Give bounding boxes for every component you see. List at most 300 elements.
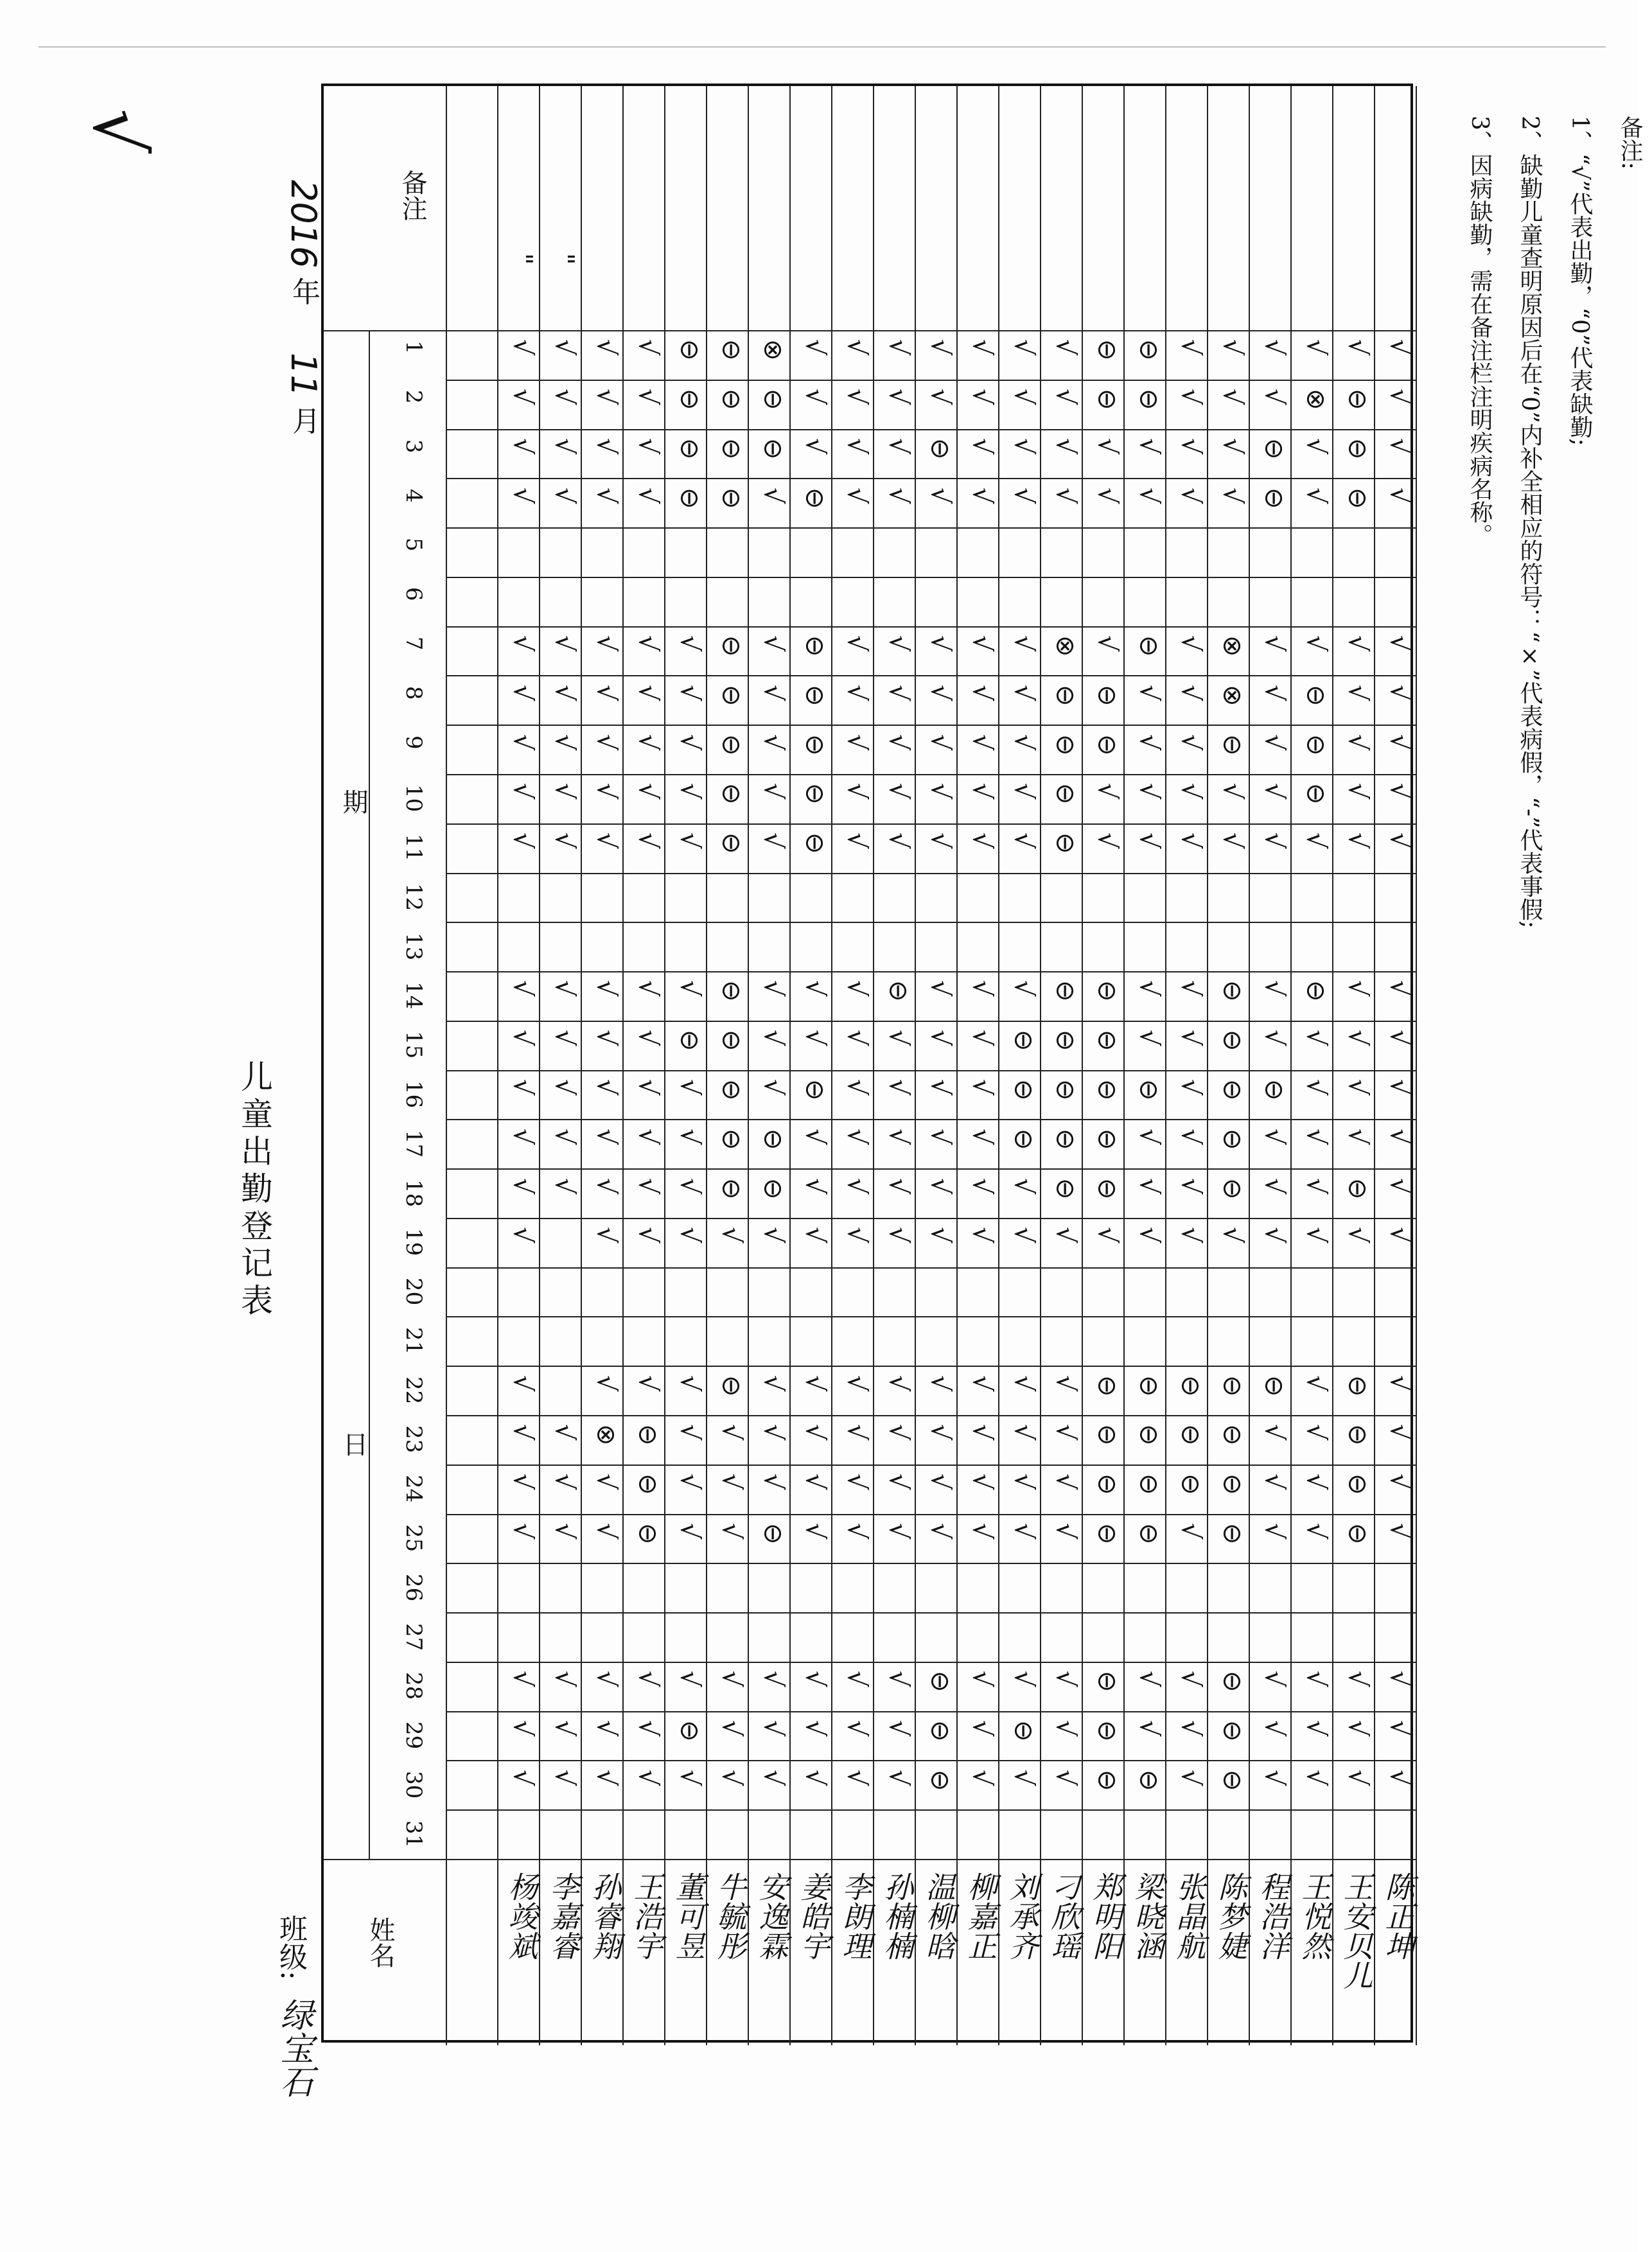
attendance-mark: √ [800, 1720, 830, 1737]
attendance-mark: √ [591, 980, 621, 997]
attendance-mark: √ [674, 1473, 705, 1490]
attendance-mark: ⊖ [1175, 1424, 1206, 1446]
attendance-mark: √ [633, 783, 663, 800]
attendance-mark: ⊖ [1342, 487, 1373, 509]
attendance-mark: √ [967, 1375, 997, 1392]
attendance-mark: ⊖ [1050, 1177, 1080, 1200]
attendance-mark: √ [925, 1227, 955, 1244]
attendance-mark: √ [1384, 1079, 1414, 1096]
day-number: 1 [401, 340, 426, 355]
attendance-mark: ⊖ [1092, 684, 1122, 707]
attendance-mark: √ [674, 783, 705, 800]
attendance-mark: √ [1175, 339, 1206, 356]
attendance-mark: ⊖ [1301, 980, 1331, 1002]
student-name: 李嘉睿 [545, 1872, 581, 1960]
attendance-mark: √ [1342, 1671, 1373, 1687]
attendance-mark: ⊖ [1342, 389, 1373, 410]
attendance-mark: ⊗ [1301, 389, 1331, 410]
attendance-mark: √ [591, 389, 621, 405]
attendance-mark: √ [841, 339, 872, 356]
attendance-mark: ⊖ [1092, 1079, 1122, 1101]
attendance-mark: √ [1008, 1375, 1039, 1392]
row-divider [446, 1218, 1416, 1219]
attendance-mark: √ [1384, 487, 1414, 504]
attendance-mark: √ [800, 1227, 830, 1244]
attendance-mark: √ [967, 1473, 997, 1490]
student-name: 孙睿翔 [587, 1872, 622, 1960]
attendance-mark: √ [591, 1079, 621, 1096]
attendance-mark: ⊖ [1175, 1473, 1206, 1495]
attendance-mark: √ [1134, 1177, 1164, 1195]
attendance-mark: √ [674, 684, 705, 701]
attendance-mark: √ [1384, 1030, 1414, 1046]
attendance-mark: √ [1342, 783, 1373, 800]
attendance-mark: √ [1092, 487, 1122, 504]
attendance-mark: √ [925, 980, 955, 997]
attendance-mark: √ [1384, 783, 1414, 800]
attendance-mark: √ [1050, 1227, 1080, 1244]
attendance-mark: √ [507, 684, 538, 701]
attendance-mark: √ [967, 1030, 997, 1046]
attendance-mark: √ [883, 1769, 913, 1786]
attendance-mark: √ [507, 1720, 538, 1737]
row-divider [446, 774, 1416, 775]
day-number: 10 [401, 784, 426, 813]
student-name: 杨竣斌 [504, 1872, 539, 1960]
student-name: 陈梦婕 [1213, 1872, 1249, 1960]
attendance-mark: √ [591, 783, 621, 800]
attendance-mark: √ [507, 1769, 538, 1786]
attendance-mark: √ [633, 339, 663, 356]
attendance-mark: √ [925, 1128, 955, 1145]
row-divider [446, 675, 1416, 676]
attendance-mark: √ [800, 1177, 830, 1195]
attendance-mark: ⊖ [1134, 1375, 1164, 1397]
attendance-mark: √ [800, 389, 830, 405]
student-name: 董可昱 [671, 1872, 706, 1960]
attendance-mark: √ [1384, 1227, 1414, 1244]
attendance-mark: ⊗ [1217, 684, 1247, 707]
attendance-mark: ⊖ [1092, 1128, 1122, 1150]
attendance-mark: √ [841, 1375, 872, 1392]
attendance-mark: √ [633, 1177, 663, 1195]
attendance-mark: √ [758, 1227, 788, 1244]
attendance-mark: √ [758, 1375, 788, 1392]
attendance-mark: ⊖ [1217, 980, 1247, 1002]
attendance-mark: √ [800, 1671, 830, 1687]
notes-heading: 备注: [1617, 116, 1643, 170]
attendance-mark: √ [1217, 832, 1247, 849]
attendance-mark: √ [507, 1177, 538, 1195]
row-divider [446, 1809, 1416, 1811]
attendance-mark: ⊖ [800, 734, 830, 756]
attendance-mark: ⊖ [1050, 980, 1080, 1002]
class-value: 绿宝石 [274, 1998, 313, 2098]
attendance-mark: ⊖ [1134, 635, 1164, 657]
attendance-mark: ⊖ [800, 684, 830, 707]
attendance-mark: ⊖ [1092, 1671, 1122, 1693]
attendance-mark: √ [1259, 1128, 1289, 1145]
row-divider [446, 1563, 1416, 1564]
attendance-mark: √ [1342, 684, 1373, 701]
attendance-mark: √ [883, 437, 913, 455]
attendance-mark: √ [800, 1522, 830, 1540]
attendance-mark: ⊗ [1050, 635, 1080, 657]
attendance-mark: √ [800, 1424, 830, 1441]
attendance-mark: ⊖ [1134, 1522, 1164, 1545]
attendance-mark: √ [1259, 1227, 1289, 1244]
attendance-mark: √ [591, 339, 621, 356]
attendance-mark: ⊖ [1092, 1720, 1122, 1742]
row-divider [446, 380, 1416, 381]
attendance-mark: √ [1050, 1375, 1080, 1392]
attendance-mark: √ [591, 1227, 621, 1244]
attendance-mark: √ [1301, 1128, 1331, 1145]
attendance-mark: ⊖ [1301, 783, 1331, 805]
student-name: 牛毓彤 [712, 1872, 748, 1960]
attendance-mark: √ [549, 1769, 579, 1786]
attendance-mark: √ [883, 1177, 913, 1195]
attendance-mark: √ [1092, 635, 1122, 652]
attendance-mark: ⊗ [758, 339, 788, 361]
attendance-mark: √ [925, 832, 955, 849]
day-number: 2 [401, 390, 426, 404]
attendance-mark: ⊖ [1217, 1030, 1247, 1051]
attendance-mark: √ [1050, 1424, 1080, 1441]
day-number: 19 [401, 1228, 426, 1256]
attendance-mark: √ [549, 980, 579, 997]
attendance-mark: √ [591, 1671, 621, 1687]
attendance-mark: √ [967, 635, 997, 652]
attendance-mark: √ [925, 1375, 955, 1392]
attendance-mark: √ [841, 783, 872, 800]
attendance-mark: ⊖ [1301, 684, 1331, 707]
attendance-mark: √ [925, 487, 955, 504]
attendance-mark: √ [1175, 783, 1206, 800]
top-check-mark: √ [78, 108, 161, 154]
attendance-mark: √ [800, 1030, 830, 1046]
row-divider [446, 330, 1416, 331]
attendance-mark: ⊖ [1134, 1769, 1164, 1791]
attendance-mark: ⊖ [1008, 1030, 1039, 1051]
attendance-mark: √ [925, 1079, 955, 1096]
attendance-mark: √ [1008, 1769, 1039, 1786]
attendance-mark: √ [591, 1375, 621, 1392]
day-number: 12 [401, 883, 426, 911]
attendance-mark: ⊖ [1134, 339, 1164, 361]
attendance-mark: ⊖ [1008, 1079, 1039, 1101]
attendance-mark: √ [925, 783, 955, 800]
attendance-mark: √ [967, 339, 997, 356]
attendance-mark: √ [1259, 734, 1289, 751]
attendance-mark: √ [1175, 684, 1206, 701]
scan-edge-line [39, 46, 1606, 48]
student-name: 郑明阳 [1088, 1872, 1123, 1960]
attendance-mark: √ [674, 1227, 705, 1244]
attendance-mark: √ [633, 437, 663, 455]
attendance-mark: √ [1384, 1769, 1414, 1786]
attendance-mark: √ [883, 389, 913, 405]
attendance-mark: √ [507, 1671, 538, 1687]
attendance-mark: √ [883, 1375, 913, 1392]
attendance-mark: √ [841, 832, 872, 849]
row-divider [446, 1168, 1416, 1170]
attendance-mark: √ [967, 1720, 997, 1737]
attendance-mark: ⊖ [800, 1079, 830, 1101]
attendance-mark: √ [1050, 1522, 1080, 1540]
attendance-mark: ⊖ [716, 734, 746, 756]
attendance-mark: √ [1217, 389, 1247, 405]
attendance-mark: √ [633, 1720, 663, 1737]
attendance-mark: √ [716, 1424, 746, 1441]
attendance-mark: √ [883, 1424, 913, 1441]
attendance-mark: √ [1008, 734, 1039, 751]
row-divider [446, 1021, 1416, 1022]
attendance-mark: √ [1175, 437, 1206, 455]
day-number: 18 [401, 1179, 426, 1207]
column-divider [1416, 86, 1417, 2045]
attendance-mark: √ [967, 684, 997, 701]
attendance-mark: √ [507, 1522, 538, 1540]
attendance-mark: ⊖ [1175, 1375, 1206, 1397]
attendance-mark: ⊖ [633, 1424, 663, 1446]
attendance-mark: ⊖ [674, 339, 705, 361]
attendance-mark: √ [758, 1671, 788, 1687]
attendance-mark: √ [925, 1177, 955, 1195]
attendance-mark: √ [1050, 339, 1080, 356]
attendance-mark: √ [925, 734, 955, 751]
attendance-mark: √ [1384, 1522, 1414, 1540]
row-divider [446, 1267, 1416, 1269]
attendance-mark: √ [1134, 832, 1164, 849]
attendance-mark: ⊖ [1259, 437, 1289, 460]
attendance-mark: √ [1092, 1227, 1122, 1244]
attendance-mark: √ [549, 635, 579, 652]
attendance-mark: ⊖ [758, 1128, 788, 1150]
attendance-mark: √ [633, 1030, 663, 1046]
attendance-mark: √ [674, 832, 705, 849]
month-value: 11 [283, 353, 324, 398]
attendance-mark: √ [883, 684, 913, 701]
student-name: 张晶航 [1172, 1872, 1207, 1960]
day-number: 24 [401, 1475, 426, 1503]
attendance-mark: √ [1008, 1473, 1039, 1490]
row-divider [446, 1119, 1416, 1120]
attendance-mark: √ [1175, 389, 1206, 405]
attendance-mark: √ [1384, 635, 1414, 652]
attendance-mark: ⊖ [1342, 1473, 1373, 1495]
attendance-mark: √ [674, 734, 705, 751]
attendance-mark: √ [758, 1424, 788, 1441]
attendance-mark: ⊖ [1050, 684, 1080, 707]
attendance-mark: √ [674, 980, 705, 997]
attendance-mark: √ [967, 1079, 997, 1096]
attendance-mark: √ [883, 1030, 913, 1046]
attendance-mark: √ [1301, 832, 1331, 849]
attendance-mark: √ [591, 1473, 621, 1490]
attendance-mark: √ [1259, 1720, 1289, 1737]
attendance-mark: √ [1259, 1424, 1289, 1441]
attendance-mark: √ [925, 1522, 955, 1540]
attendance-mark: √ [591, 1522, 621, 1540]
student-name: 李朗理 [838, 1872, 873, 1960]
day-number: 29 [401, 1721, 426, 1750]
row-divider [446, 478, 1416, 479]
attendance-mark: √ [633, 389, 663, 405]
attendance-mark: √ [800, 1473, 830, 1490]
attendance-mark: ⊖ [1217, 1177, 1247, 1200]
attendance-mark: √ [800, 1375, 830, 1392]
attendance-mark: √ [1301, 339, 1331, 356]
attendance-mark: √ [883, 635, 913, 652]
attendance-mark: √ [591, 1769, 621, 1786]
attendance-mark: √ [800, 1769, 830, 1786]
day-number: 11 [401, 834, 426, 862]
attendance-mark: √ [925, 1030, 955, 1046]
attendance-mark: ⊖ [800, 783, 830, 805]
attendance-mark: √ [1384, 1375, 1414, 1392]
attendance-mark: √ [674, 1671, 705, 1687]
day-number: 21 [401, 1326, 426, 1355]
attendance-mark: ⊖ [1217, 1720, 1247, 1742]
day-number: 13 [401, 932, 426, 960]
attendance-mark: √ [1301, 1720, 1331, 1737]
date-header-ri: 日 [338, 1430, 368, 1457]
date-band-divider [369, 330, 370, 1859]
student-name: 刘承齐 [1005, 1872, 1040, 1960]
attendance-mark: √ [633, 832, 663, 849]
row-divider [446, 1760, 1416, 1761]
attendance-mark: √ [883, 734, 913, 751]
attendance-mark: √ [758, 684, 788, 701]
attendance-table [321, 84, 1416, 2043]
attendance-mark: √ [549, 1177, 579, 1195]
attendance-mark: √ [1134, 783, 1164, 800]
attendance-mark: √ [591, 1128, 621, 1145]
student-name: 孙楠楠 [879, 1872, 915, 1960]
row-divider [446, 922, 1416, 923]
attendance-mark: √ [507, 1128, 538, 1145]
attendance-mark: ⊖ [716, 832, 746, 854]
attendance-mark: ⊖ [800, 487, 830, 509]
attendance-mark: √ [1384, 1128, 1414, 1145]
attendance-mark: √ [1050, 1769, 1080, 1786]
attendance-mark: ⊖ [633, 1473, 663, 1495]
attendance-mark: ⊖ [1342, 1375, 1373, 1397]
attendance-mark: ⊖ [1217, 1522, 1247, 1545]
attendance-mark: √ [1342, 1030, 1373, 1046]
attendance-mark: √ [758, 980, 788, 997]
attendance-mark: √ [800, 339, 830, 356]
attendance-mark: √ [1384, 832, 1414, 849]
attendance-mark: ⊖ [1092, 1424, 1122, 1446]
attendance-mark: √ [549, 487, 579, 504]
attendance-mark: ⊖ [1259, 1375, 1289, 1397]
attendance-mark: √ [1384, 734, 1414, 751]
attendance-mark: ⊖ [716, 487, 746, 509]
attendance-mark: √ [633, 1375, 663, 1392]
day-number: 16 [401, 1080, 426, 1109]
attendance-mark: √ [1384, 339, 1414, 356]
attendance-mark: √ [549, 783, 579, 800]
attendance-mark: √ [549, 684, 579, 701]
attendance-mark: √ [549, 832, 579, 849]
attendance-mark: √ [800, 980, 830, 997]
attendance-mark: √ [1301, 1030, 1331, 1046]
row-divider [446, 1070, 1416, 1071]
attendance-mark: √ [841, 437, 872, 455]
student-name: 安逸霖 [754, 1872, 789, 1960]
attendance-mark: √ [1342, 1128, 1373, 1145]
attendance-mark: ⊖ [758, 437, 788, 460]
attendance-mark: √ [841, 1769, 872, 1786]
attendance-mark: √ [1259, 783, 1289, 800]
attendance-mark: √ [1008, 389, 1039, 405]
attendance-mark: √ [1342, 832, 1373, 849]
row-divider [446, 1465, 1416, 1466]
day-number: 31 [401, 1820, 426, 1848]
attendance-mark: √ [925, 1473, 955, 1490]
attendance-mark: √ [674, 635, 705, 652]
attendance-mark: √ [1134, 980, 1164, 997]
attendance-mark: ⊖ [674, 1030, 705, 1051]
attendance-mark: ⊖ [716, 684, 746, 707]
attendance-mark: √ [841, 1128, 872, 1145]
attendance-mark: √ [1259, 832, 1289, 849]
attendance-mark: √ [716, 1720, 746, 1737]
attendance-mark: √ [1384, 980, 1414, 997]
attendance-mark: √ [507, 389, 538, 405]
attendance-mark: √ [633, 1079, 663, 1096]
attendance-mark: √ [967, 1424, 997, 1441]
attendance-mark: √ [967, 1671, 997, 1687]
attendance-mark: √ [674, 1375, 705, 1392]
attendance-mark: ⊖ [716, 783, 746, 805]
attendance-mark: √ [633, 980, 663, 997]
attendance-mark: √ [591, 684, 621, 701]
attendance-mark: √ [1342, 339, 1373, 356]
attendance-mark: √ [883, 783, 913, 800]
attendance-mark: √ [883, 1128, 913, 1145]
attendance-mark: √ [1050, 1473, 1080, 1490]
attendance-mark: ⊖ [1217, 1424, 1247, 1446]
row-divider [446, 429, 1416, 430]
attendance-mark: √ [1175, 1030, 1206, 1046]
attendance-mark: √ [1175, 1671, 1206, 1687]
attendance-mark: √ [967, 832, 997, 849]
attendance-mark: √ [758, 1769, 788, 1786]
attendance-mark: √ [674, 1769, 705, 1786]
attendance-mark: √ [633, 1128, 663, 1145]
year-month [283, 180, 324, 434]
attendance-mark: √ [507, 487, 538, 504]
attendance-mark: √ [1050, 1720, 1080, 1737]
attendance-mark: ⊖ [1301, 734, 1331, 756]
attendance-mark: √ [841, 1177, 872, 1195]
attendance-mark: ⊖ [716, 1030, 746, 1051]
attendance-mark: √ [1134, 1671, 1164, 1687]
row-divider [446, 1711, 1416, 1712]
attendance-mark: √ [1301, 1227, 1331, 1244]
attendance-mark: √ [549, 1128, 579, 1145]
attendance-mark: √ [1134, 1128, 1164, 1145]
attendance-mark: ⊖ [1092, 1375, 1122, 1397]
attendance-mark: √ [1259, 389, 1289, 405]
attendance-mark: √ [883, 1079, 913, 1096]
attendance-mark: √ [1050, 1671, 1080, 1687]
attendance-mark: ⊖ [1092, 1177, 1122, 1200]
attendance-mark: √ [925, 1424, 955, 1441]
